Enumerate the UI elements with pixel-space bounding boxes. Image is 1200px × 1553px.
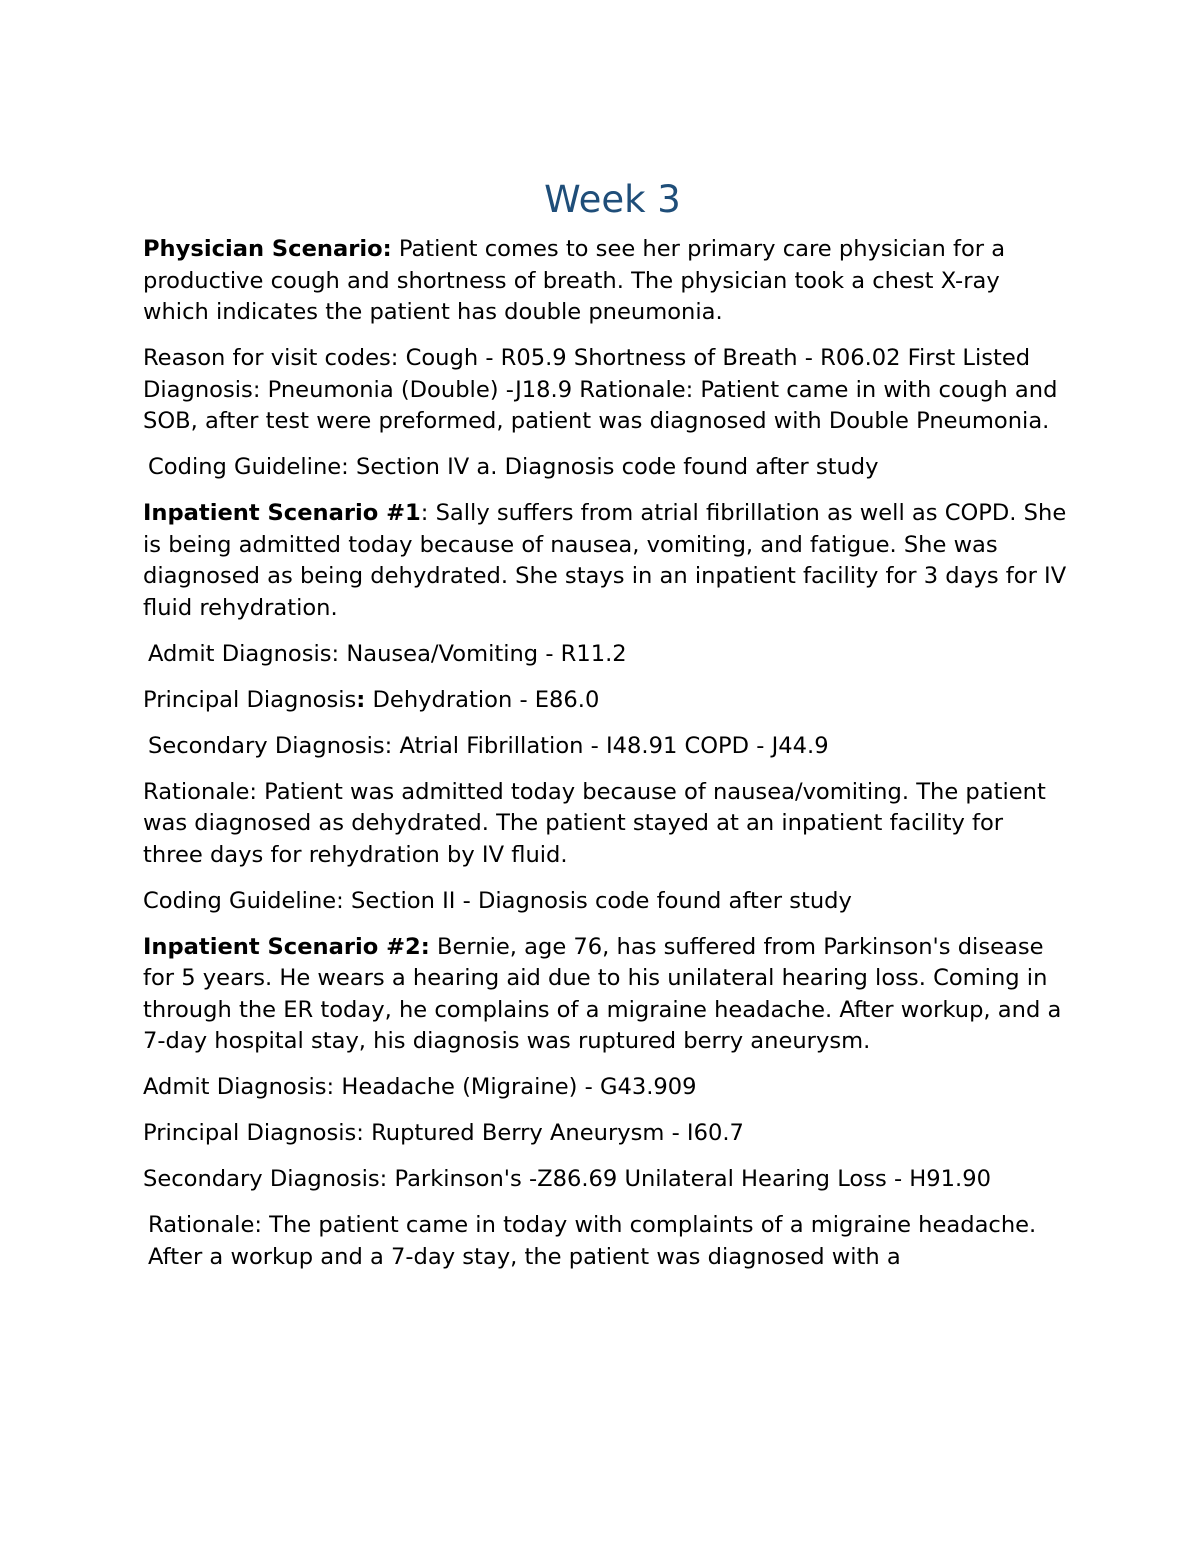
- inpatient2-scenario-text: Bernie, age 76, has suffered from Parkinson's disease for 5 years. He wears a hearing aid due to his unilateral hearing loss. Coming in through the ER today, he complains of a migraine headache. After workup, and a 7-day hospital stay, his diagnosis was ruptured berry aneurysm.: [143, 933, 1062, 1054]
- page-title: Week 3: [544, 178, 681, 221]
- inpatient2-scenario-paragraph: [143, 932, 1068, 1058]
- physician-guideline-paragraph: Coding Guideline: Section IV a. Diagnosis code found after study: [148, 454, 879, 480]
- inpatient1-coding-guideline: Coding Guideline: Section II - Diagnosis code found after study: [143, 887, 852, 914]
- inpatient1-scenario-text: : Sally suffers from atrial fibrillation as well as COPD. She is being admitted today because of nausea, vomiting, and fatigue. She was diagnosed as being dehydrated. She stays in an inpatient facility for 3 days for IV fluid rehydration.: [143, 500, 1067, 621]
- inpatient1-admit-diagnosis: Admit Diagnosis: Nausea/Vomiting - R11.2: [148, 640, 627, 667]
- inpatient2-admit-diagnosis: Admit Diagnosis: Headache (Migraine) - G43.909: [143, 1074, 697, 1100]
- inpatient2-principal-diagnosis: Principal Diagnosis: Ruptured Berry Aneurysm - I60.7: [143, 1120, 744, 1146]
- inpatient1-scenario-label: Inpatient Scenario #1: [143, 500, 421, 526]
- physician-scenario-text: Patient comes to see her primary care physician for a productive cough and shortness of breath. The physician took a chest X-ray which indicates the patient has double pneumonia.: [143, 236, 1006, 325]
- inpatient2-secondary-diagnosis: Secondary Diagnosis: Parkinson's -Z86.69 Unilateral Hearing Loss - H91.90: [143, 1166, 991, 1192]
- inpatient1-principal-diagnosis: [143, 685, 1068, 717]
- inpatient2-rationale: Rationale: The patient came in today with complaints of a migraine headache. After a workup and a 7-day stay, the patient was diagnosed with a: [148, 1212, 1037, 1270]
- inpatient1-scenario-paragraph: [143, 498, 1068, 624]
- inpatient1-principal-text: Dehydration - E86.0: [365, 686, 600, 713]
- physician-scenario-paragraph: [143, 234, 1068, 329]
- inpatient1-secondary-diagnosis: Secondary Diagnosis: Atrial Fibrillation - I48.91 COPD - J44.9: [148, 732, 829, 759]
- inpatient1-principal-label: Principal Diagnosis: [143, 686, 357, 713]
- inpatient2-scenario-label: Inpatient Scenario #2:: [143, 933, 430, 960]
- physician-scenario-label: Physician Scenario:: [143, 236, 392, 262]
- inpatient1-principal-colon: :: [356, 686, 366, 713]
- inpatient1-rationale: Rationale: Patient was admitted today because of nausea/vomiting. The patient was diagnosed as dehydrated. The patient stayed at an inpatient facility for three days for rehydration by IV fluid.: [143, 778, 1046, 868]
- physician-codes-paragraph: Reason for visit codes: Cough - R05.9 Shortness of Breath - R06.02 First Listed Diagnosis: Pneumonia (Double) -J18.9 Rationale: Patient came in with cough and SOB, after test were preformed, patient was diagnosed with Double Pneumonia.: [143, 345, 1058, 434]
- document-body: [143, 172, 1068, 1288]
